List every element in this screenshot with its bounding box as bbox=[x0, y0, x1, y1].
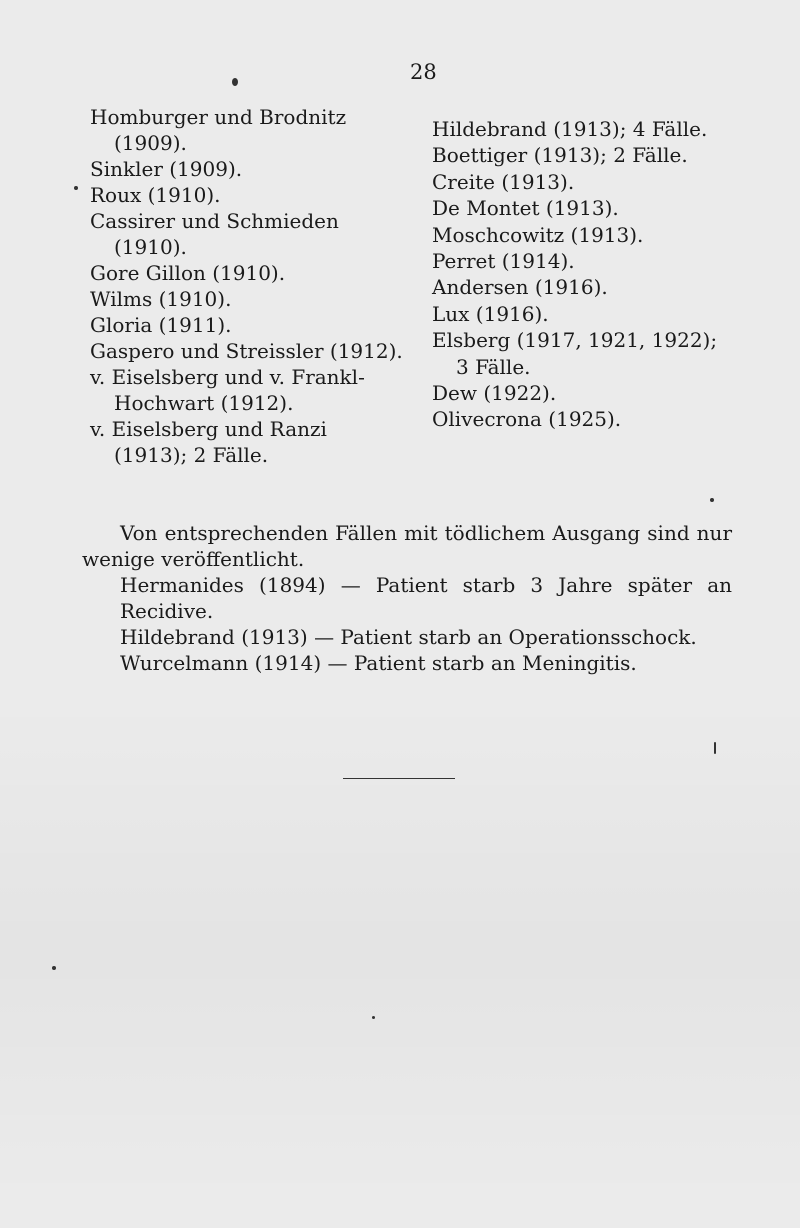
ink-speck bbox=[232, 78, 238, 86]
fatal-case: Wurcelmann (1914) — Patient starb an Meningitis. bbox=[120, 651, 637, 675]
reference-entry: Dew (1922). bbox=[432, 381, 557, 406]
ink-speck bbox=[710, 498, 714, 502]
reference-entry: Sinkler (1909). bbox=[90, 157, 243, 181]
reference-entry: v. Eiselsberg und v. Frankl- bbox=[90, 365, 365, 389]
reference-entry: Gore Gillon (1910). bbox=[90, 261, 286, 285]
reference-entry: Elsberg (1917, 1921, 1922); bbox=[432, 328, 718, 353]
reference-entry: Boettiger (1913); 2 Fälle. bbox=[432, 143, 688, 168]
fatal-case: Hildebrand (1913) — Patient starb an Operationsschock. bbox=[120, 625, 697, 649]
reference-entry: Creite (1913). bbox=[432, 169, 575, 194]
ink-speck bbox=[372, 1016, 375, 1019]
ink-speck bbox=[714, 742, 716, 754]
reference-entry: Lux (1916). bbox=[432, 301, 549, 326]
ink-speck bbox=[74, 186, 78, 190]
reference-list-right bbox=[432, 116, 752, 433]
reference-entry: Wilms (1910). bbox=[90, 287, 232, 311]
reference-entry: De Montet (1913). bbox=[432, 196, 619, 221]
reference-entry: Gaspero und Streissler (1912). bbox=[90, 339, 403, 363]
reference-entry: Gloria (1911). bbox=[90, 313, 232, 337]
reference-entry: v. Eiselsberg und Ranzi bbox=[90, 417, 327, 441]
reference-entry-continuation: (1913); 2 Fälle. bbox=[114, 443, 269, 467]
reference-entry: Perret (1914). bbox=[432, 249, 575, 274]
reverse-side-bleed bbox=[0, 700, 800, 1200]
page-number: 28 bbox=[410, 60, 437, 84]
reference-entry: Cassirer und Schmieden bbox=[90, 209, 339, 233]
reference-entry: Moschcowitz (1913). bbox=[432, 222, 644, 247]
intro-paragraph: Von entsprechenden Fällen mit tödlichem Ausgang sind nur wenige veröffentlicht. bbox=[82, 521, 732, 571]
reference-entry: Hildebrand (1913); 4 Fälle. bbox=[432, 117, 708, 141]
fatal-cases-section bbox=[82, 520, 732, 676]
reference-entry: Homburger und Brodnitz bbox=[90, 105, 347, 129]
reference-entry-continuation: 3 Fälle. bbox=[456, 354, 531, 379]
section-divider bbox=[343, 778, 455, 779]
reference-entry-continuation: (1910). bbox=[114, 235, 187, 259]
reference-list-left bbox=[90, 104, 420, 468]
reference-entry: Olivecrona (1925). bbox=[432, 407, 622, 432]
ink-speck bbox=[52, 966, 56, 970]
reference-entry-continuation: Hochwart (1912). bbox=[114, 391, 294, 415]
reference-entry: Andersen (1916). bbox=[432, 275, 608, 300]
reference-entry: Roux (1910). bbox=[90, 183, 221, 207]
fatal-case: Hermanides (1894) — Patient starb 3 Jahre später an Recidive. bbox=[120, 573, 732, 623]
reference-entry-continuation: (1909). bbox=[114, 131, 187, 155]
